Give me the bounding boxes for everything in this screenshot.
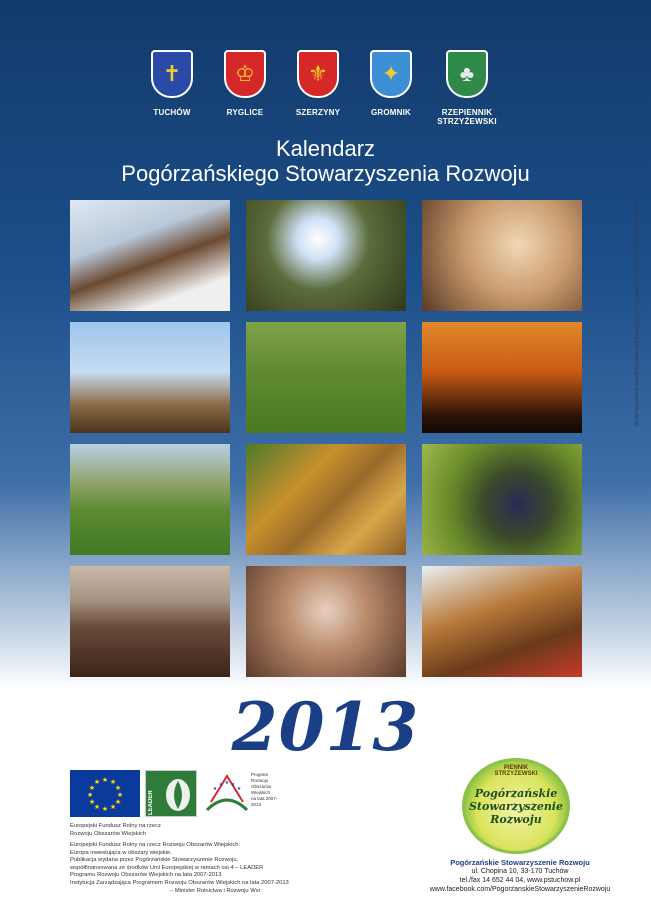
rzepiennik-crest-icon: ♣ [446, 50, 488, 98]
crest-tuchow [137, 50, 207, 117]
eafrd-caption [70, 822, 220, 838]
photo-grid [70, 200, 582, 677]
svg-text:★: ★ [101, 805, 109, 813]
svg-text:★: ★ [230, 782, 236, 788]
publication-line: Publikacja wydana przez Pogórzańskie Stowarzyszenie Rozwoju, [70, 857, 239, 864]
crest-name: GROMNIK [370, 108, 412, 117]
photo-horses-snow [70, 200, 230, 311]
crest-name: SZERZYNY [295, 108, 341, 117]
title-line-2: Pogórzańskiego Stowarzyszenia Rozwoju [121, 161, 530, 186]
photo-credit-text: Fotografie: Wiktor Chorzewski | Projekt i druk: INSTUDIO Mirosław Dydyński www.instudio.pl [633, 200, 639, 426]
logo-name-line: Pogórzańskie [474, 787, 558, 800]
eafrd-line: Europejski Fundusz Rolny na rzecz [70, 823, 161, 829]
gromnik-crest-icon: ✦ [370, 50, 412, 98]
svg-text:★: ★ [88, 784, 96, 792]
photo-green-field [246, 322, 406, 433]
eafrd-line: Rozwoju Obszarów Wiejskich [70, 831, 147, 837]
publication-line: Instytucja Zarządzająca Programem Rozwoju Obszarów Wiejskich na lata 2007-2013 [70, 879, 289, 886]
photo-frosty-leaves [246, 566, 406, 677]
svg-text:★: ★ [114, 784, 122, 792]
prow-logo-icon [203, 770, 251, 817]
prow-line: Wiejskich [251, 790, 271, 795]
prow-line: Rozwoju [251, 778, 269, 783]
contact-address: ul. Chopina 10, 33-170 Tuchów [471, 868, 569, 875]
crest-ryglice [210, 50, 280, 117]
svg-text:★: ★ [212, 786, 218, 792]
photo-village-hills [70, 444, 230, 555]
svg-text:★: ★ [109, 778, 117, 786]
ryglice-crest-icon: ♔ [224, 50, 266, 98]
photo-sunburst-trees [246, 200, 406, 311]
eu-flag-icon [70, 770, 140, 817]
photo-ploughed-field [70, 566, 230, 677]
svg-text:★: ★ [101, 776, 109, 784]
crest-name: RYGLICE [226, 108, 264, 117]
svg-text:★: ★ [218, 782, 224, 788]
prow-line: na lata 2007-2013 [251, 796, 278, 807]
contact-block [405, 858, 635, 894]
contact-phone: tel./fax 14 652 44 04, www.pstuchow.pl [459, 877, 581, 884]
photo-autumn-leaves [422, 200, 582, 311]
logo-ring-text: PIENNIK STRZYŻEWSKI [494, 765, 538, 777]
publication-line: Europa inwestująca w obszary wiejskie. [70, 849, 172, 856]
svg-text:★: ★ [109, 803, 117, 811]
crest-rzepiennik [432, 50, 502, 126]
photo-church-sunset [422, 322, 582, 433]
title-line-1: Kalendarz [275, 136, 376, 161]
municipality-crests [0, 50, 651, 130]
photo-farm-fields [246, 444, 406, 555]
svg-text:★: ★ [114, 798, 122, 806]
publication-note [70, 842, 310, 895]
publication-line: Programu Rozwoju Obszarów Wiejskich na lata 2007-2013 [70, 872, 222, 879]
svg-text:★: ★ [116, 791, 124, 799]
publication-line: Europejski Fundusz Rolny na rzecz Rozwoju Obszarów Wiejskich: [70, 842, 241, 848]
svg-text:★: ★ [93, 778, 101, 786]
tuchow-crest-icon: ✝ [151, 50, 193, 98]
contact-org: Pogórzańskie Stowarzyszenie Rozwoju [450, 858, 590, 867]
leader-logo-icon [145, 770, 197, 817]
logo-name [465, 787, 567, 826]
szerzyny-crest-icon: ⚜ [297, 50, 339, 98]
prow-text [251, 772, 285, 808]
publication-line: – Minister Rolnictwa i Rozwoju Wsi [170, 887, 260, 894]
prow-logo [203, 770, 278, 817]
logo-name-line: Rozwoju [490, 813, 542, 826]
crest-szerzyny [283, 50, 353, 117]
photo-credit [629, 200, 639, 480]
svg-text:★: ★ [88, 798, 96, 806]
photo-child-horse [422, 566, 582, 677]
prow-line: Program [251, 772, 269, 777]
contact-facebook: www.facebook.com/PogorzanskieStowarzyszenieRozwoju [429, 886, 611, 893]
svg-text:★: ★ [224, 780, 230, 786]
crest-gromnik [356, 50, 426, 117]
photo-grapes [422, 444, 582, 555]
svg-text:★: ★ [86, 791, 94, 799]
svg-text:★: ★ [93, 803, 101, 811]
leader-label: LEADER [148, 790, 154, 815]
prow-line: Obszarów [251, 784, 272, 789]
page-title [0, 136, 651, 186]
svg-text:★: ★ [236, 786, 242, 792]
photo-horse-plough [70, 322, 230, 433]
crest-name: RZEPIENNIK STRZYŻEWSKI [437, 108, 497, 126]
association-logo-icon [462, 758, 570, 854]
logo-name-line: Stowarzyszenie [468, 800, 563, 813]
crest-name: TUCHÓW [153, 108, 191, 117]
calendar-year: 2013 [231, 688, 420, 766]
publication-line: współfinansowana ze środków Unii Europejskiej w ramach osi 4 – LEADER [70, 864, 264, 871]
